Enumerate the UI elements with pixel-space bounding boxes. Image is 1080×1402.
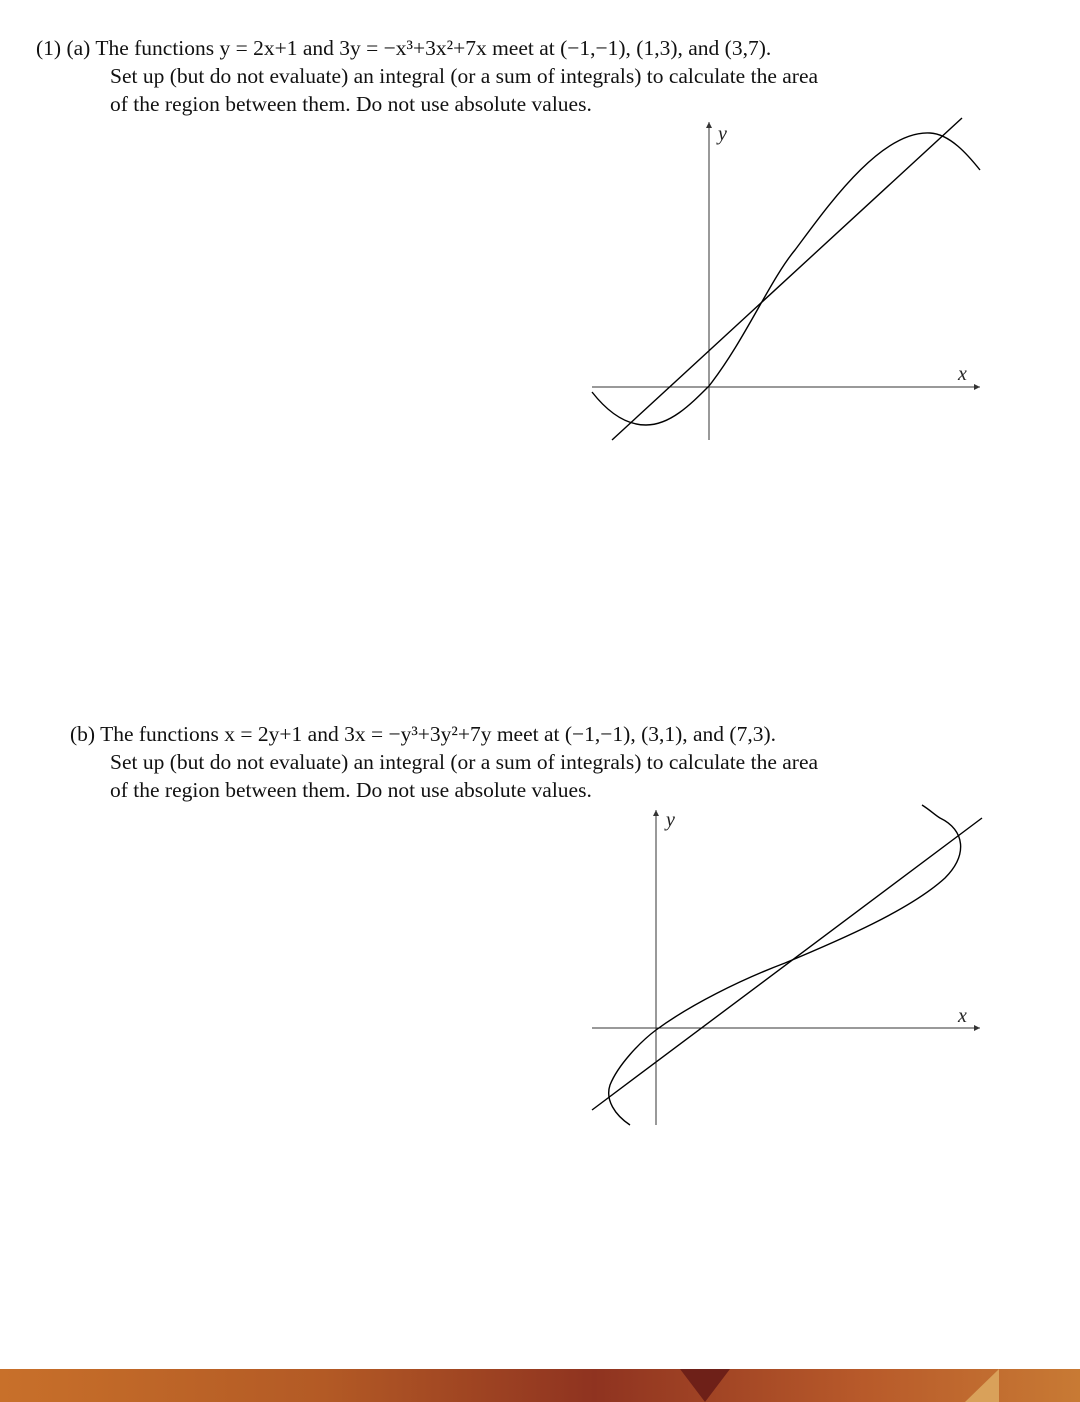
problem-b-line-3: of the region between them. Do not use absolute values. — [110, 778, 592, 802]
graph-a — [580, 110, 990, 445]
problem-a-line-1: The functions y = 2x+1 and 3y = −x³+3x²+7x meet at (−1,−1), (1,3), and (3,7). — [95, 36, 772, 60]
problem-b-line-2: Set up (but do not evaluate) an integral (or a sum of integrals) to calculate the area — [110, 750, 819, 774]
graph-a-cubic-curve — [592, 133, 980, 425]
graph-b — [580, 800, 990, 1130]
problem-a-line-3: of the region between them. Do not use absolute values. — [110, 92, 592, 116]
graph-b-y-label: y — [666, 809, 675, 831]
graph-b-x-label: x — [958, 1005, 967, 1027]
problem-a-line-2: Set up (but do not evaluate) an integral (or a sum of integrals) to calculate the area — [110, 64, 819, 88]
footer-notch — [680, 1369, 730, 1402]
problem-a-label: (1) (a) — [36, 36, 91, 60]
problem-b-text — [70, 720, 818, 804]
problem-b-line-1: The functions x = 2y+1 and 3x = −y³+3y²+7y meet at (−1,−1), (3,1), and (7,3). — [100, 722, 777, 746]
graph-a-x-label: x — [958, 363, 967, 385]
graph-a-line-curve — [612, 118, 962, 440]
graph-b-line-curve — [592, 818, 982, 1110]
problem-a-text — [36, 34, 818, 118]
problem-b-label: (b) — [70, 722, 96, 746]
footer-notch-right — [965, 1369, 999, 1402]
graph-a-y-label: y — [718, 123, 727, 145]
footer-bar — [0, 1369, 1080, 1402]
